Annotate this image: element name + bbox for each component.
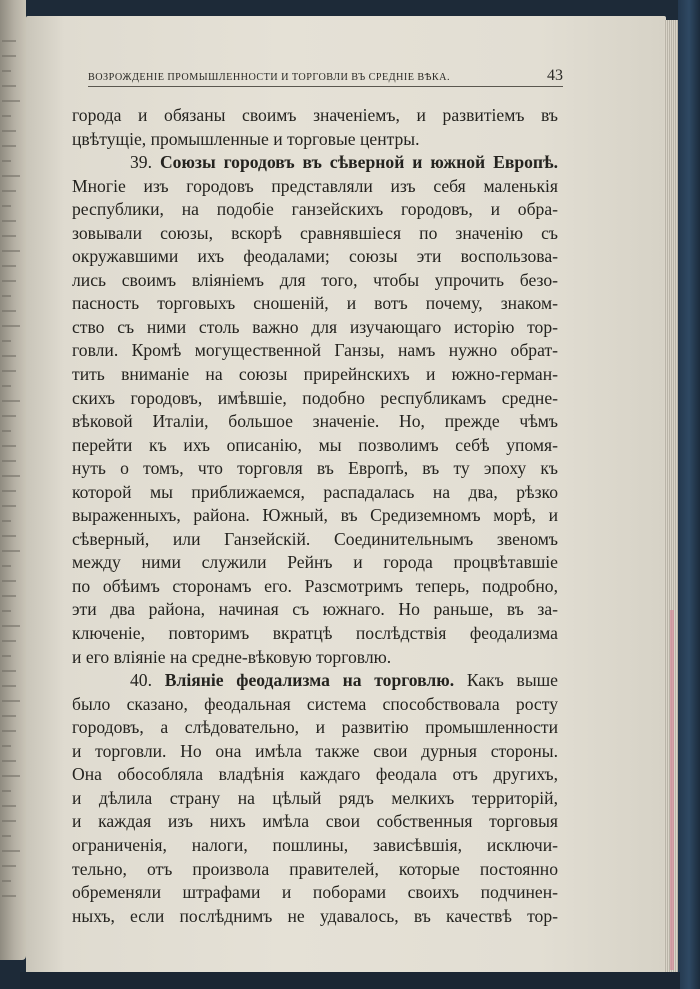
book-bottom-edge [20,972,680,989]
text-line: которой мы приближаемся, распадалась на два, рѣзко [72,481,558,502]
previous-page-line-fragment [2,520,11,522]
text-line: ныхъ, если послѣднимъ не удавалось, въ качествѣ тор- [72,905,558,926]
section-title: Вліяніе феодализма на торговлю. [164,670,455,691]
previous-page-line-fragment [2,460,16,462]
text-line: пасность торговыхъ сношеній, и вотъ почему, знаком- [72,293,558,314]
previous-page-line-fragment [2,220,16,222]
running-header [88,62,563,86]
text-line: ограниченія, налоги, пошлины, зависѣвшія, исключи- [72,834,558,855]
previous-page-line-fragment [2,40,16,42]
previous-page-line-fragment [2,400,20,402]
text-line: по обѣимъ сторонамъ его. Разсмотримъ теперь, подробно, [72,575,558,596]
text-line: цвѣтущіе, промышленные и торговые центры. [72,128,420,149]
section-title: Союзы городовъ въ сѣверной и южной Европѣ. [159,152,558,173]
previous-page-line-fragment [2,835,11,837]
previous-page-line-fragment [2,790,11,792]
previous-page-line-fragment [2,760,16,762]
previous-page-line-fragment [2,250,20,252]
previous-page-line-fragment [2,175,20,177]
text-line: и торговли. Но она имѣла также свои дурныя стороны. [72,740,558,761]
text-line: Она обособляла владѣнія каждаго феодала отъ другихъ, [72,764,558,785]
ribbon-marker [670,610,674,970]
previous-page-edge [0,0,26,960]
previous-page-line-fragment [2,415,16,417]
previous-page-line-fragment [2,550,20,552]
previous-page-line-fragment [2,340,11,342]
text-line: было сказано, феодальная система способствовала росту [72,693,558,714]
previous-page-line-fragment [2,535,16,537]
previous-page-line-fragment [2,865,16,867]
previous-page-line-fragment [2,745,11,747]
previous-page-line-fragment [2,205,11,207]
previous-page-line-fragment [2,895,16,897]
text-line: и каждая изъ нихъ имѣла свои собственныя торговыя [72,811,558,832]
previous-page-line-fragment [2,130,16,132]
previous-page-line-fragment [2,700,20,702]
previous-page-line-fragment [2,235,16,237]
previous-page-line-fragment [2,640,16,642]
text-line: Многіе изъ городовъ представляли изъ себя маленькія [72,175,558,196]
previous-page-line-fragment [2,670,16,672]
previous-page-line-fragment [2,655,11,657]
book-cover-edge [678,0,700,989]
text-line: нуть о томъ, что торговля въ Европѣ, въ ту эпоху къ [72,458,558,479]
previous-page-line-fragment [2,715,16,717]
previous-page-line-fragment [2,295,11,297]
text-line: городовъ, а слѣдовательно, и развитію промышленности [72,717,558,738]
previous-page-line-fragment [2,580,16,582]
previous-page-line-fragment [2,190,16,192]
previous-page-line-fragment [2,325,20,327]
previous-page-line-fragment [2,280,16,282]
previous-page-line-fragment [2,820,16,822]
previous-page-line-fragment [2,595,16,597]
previous-page-line-fragment [2,370,16,372]
text-line: перейти къ ихъ описанію, мы позволимъ себѣ упомя- [72,434,558,455]
text-line: между ними служили Рейнъ и города процвѣтавшіе [72,552,558,573]
text-line: республики, на подобіе ганзейскихъ городовъ, и обра- [72,199,558,220]
previous-page-line-fragment [2,55,16,57]
previous-page-line-fragment [2,730,16,732]
running-title: ВОЗРОЖДЕНІЕ ПРОМЫШЛЕННОСТИ И ТОРГОВЛИ ВЪ СРЕДНІЕ ВѢКА. [88,72,450,83]
previous-page-line-fragment [2,685,16,687]
previous-page-line-fragment [2,775,20,777]
section-number: 39. [130,152,152,173]
previous-page-line-fragment [2,565,11,567]
previous-page-line-fragment [2,490,16,492]
section-heading-39 [72,151,558,175]
previous-page-text-fragment [2,40,24,920]
previous-page-line-fragment [2,310,16,312]
previous-page-line-fragment [2,145,16,147]
text-line: и его вліяніе на средне-вѣковую торговлю. [72,646,392,667]
text-line: ключеніе, повторимъ вкратцѣ послѣдствія феодализма [72,623,558,644]
previous-page-line-fragment [2,880,11,882]
text-line: обременяли штрафами и поборами своихъ подчинен- [72,882,558,903]
previous-page-line-fragment [2,805,16,807]
text-line: сѣверный, или Ганзейскій. Соединительнымъ звеномъ [72,528,558,549]
previous-page-line-fragment [2,385,11,387]
previous-page-line-fragment [2,445,16,447]
previous-page-line-fragment [2,475,20,477]
page-number: 43 [547,67,563,84]
section-number: 40. [130,670,152,691]
text-line: окружавшими ихъ феодалами; союзы эти воспользова- [72,246,558,267]
text-line: эти два района, начиная съ южнаго. Но раньше, въ за- [72,599,558,620]
previous-page-line-fragment [2,355,16,357]
text-line: лись своимъ вліяніемъ для того, чтобы упрочить безо- [72,269,558,290]
section-heading-40 [72,669,558,693]
previous-page-line-fragment [2,850,20,852]
text-line: и дѣлила страну на цѣлый рядъ мелкихъ территорій, [72,787,558,808]
header-rule [88,86,563,87]
previous-page-line-fragment [2,505,16,507]
previous-page-line-fragment [2,100,20,102]
previous-page-line-fragment [2,625,20,627]
previous-page-line-fragment [2,115,11,117]
text-line: скихъ городовъ, имѣвшіе, подобно республикамъ средне- [72,387,558,408]
previous-page-line-fragment [2,70,11,72]
text-line: вѣковой Италіи, большое значеніе. Но, прежде чѣмъ [72,411,558,432]
text-line: выраженныхъ, района. Южный, въ Средиземномъ морѣ, и [72,505,558,526]
text-line: говли. Кромѣ могущественной Ганзы, намъ нужно обрат- [72,340,558,361]
page-body [72,104,558,928]
text-line: города и обязаны своимъ значеніемъ, и развитіемъ въ [72,105,558,125]
text-line: ство съ ними столь важно для изучающаго исторію тор- [72,316,558,337]
text-line: тить вниманіе на союзы прирейнскихъ и южно-герман- [72,364,558,385]
previous-page-line-fragment [2,430,11,432]
section-text: Какъ выше [466,670,558,691]
previous-page-line-fragment [2,160,11,162]
previous-page-line-fragment [2,85,16,87]
previous-page-line-fragment [2,610,11,612]
text-line: зовывали союзы, вскорѣ сравнявшіеся по значенію съ [72,222,558,243]
previous-page-line-fragment [2,265,16,267]
text-line: тельно, отъ произвола правителей, которые постоянно [72,858,558,879]
